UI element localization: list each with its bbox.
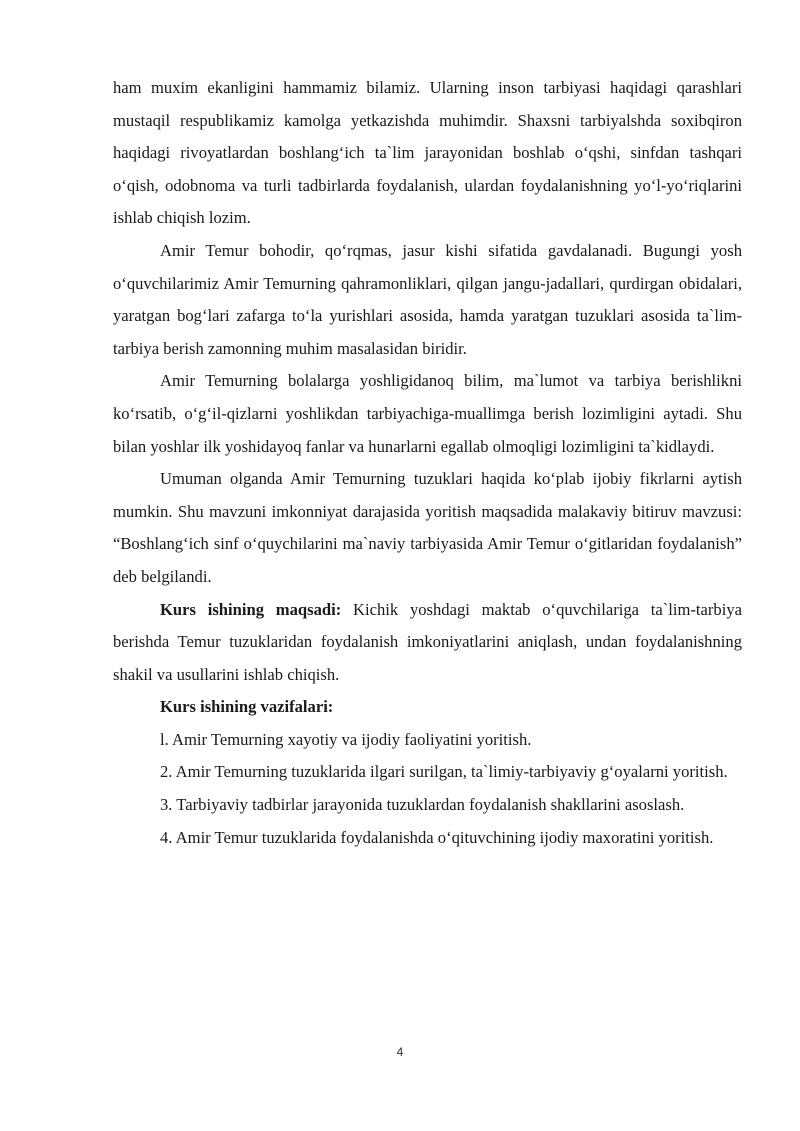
task-item-1 [113, 724, 742, 757]
paragraph-amir-temur-hero [113, 235, 742, 365]
task-item-2 [113, 756, 742, 789]
task-item-4 [113, 822, 742, 855]
paragraph-text: Amir Temurning bolalarga yoshligidanoq bilim, ma`lumot va tarbiya berishlikni ko‘rsatib, o‘g‘il-qizlarni yoshlikdan tarbiyachiga-muallimga berish lozimligini aytadi. Shu bilan yoshlar ilk yoshidayoq fanlar va hunarlarni egallab olmoqligi lozimligini ta`kidlaydi. [113, 371, 742, 456]
goal-heading: Kurs ishining maqsadi: [160, 599, 342, 619]
paragraph-goal [113, 594, 742, 692]
paragraph-topic [113, 463, 742, 593]
task-text: l. Amir Temurning xayotiy va ijodiy faoliyatini yoritish. [160, 729, 532, 749]
task-text: 3. Tarbiyaviy tadbirlar jarayonida tuzuklardan foydalanish shakllarini asoslash. [160, 795, 685, 815]
task-text: 2. Amir Temurning tuzuklarida ilgari surilgan, ta`limiy-tarbiyaviy g‘oyalarni yoritish. [160, 762, 728, 782]
paragraph-education [113, 365, 742, 463]
document-page [113, 72, 742, 854]
page-number: 4 [396, 1045, 404, 1059]
task-item-3 [113, 789, 742, 822]
paragraph-text: Amir Temur bohodir, qo‘rqmas, jasur kishi sifatida gavdalanadi. Bugungi yosh o‘quvchilarimiz Amir Temurning qahramonliklari, qilgan jangu-jadallari, qurdirgan obidalari, yaratgan bog‘lari zafarga to‘la yurishlari asosida, hamda yaratgan tuzuklari asosida ta`lim-tarbiya berish zamonning muhim masalasidan biridir. [113, 240, 742, 358]
paragraph-text: Umuman olganda Amir Temurning tuzuklari haqida ko‘plab ijobiy fikrlarni aytish mumkin. Shu mavzuni imkonniyat darajasida yoritish maqsadida malakaviy bitiruv mavzusi: “Boshlang‘ich sinf o‘quychilarini ma`naviy tarbiyasida Amir Temur o‘gitlaridan foydalanish” deb belgilandi. [113, 469, 742, 586]
paragraph-tasks-heading [113, 691, 742, 724]
paragraph-text: ham muxim ekanligini hammamiz bilamiz. Ularning inson tarbiyasi haqidagi qarashlari mustaqil respublikamiz kamolga yetkazishda muhimdir. Shaxsni tarbiyalshda soxibqiron haqidagi rivoyatlardan boshlang‘ich ta`lim jarayonidan boshlab o‘qshi, sinfdan tashqari o‘qish, odobnoma va turli tadbirlarda foydalanish, ulardan foydalanishning yo‘l-yo‘riqlarini ishlab chiqish lozim. [113, 78, 742, 228]
task-text: 4. Amir Temur tuzuklarida foydalanishda o‘qituvchining ijodiy maxoratini yoritish. [160, 827, 714, 847]
tasks-heading: Kurs ishining vazifalari: [160, 697, 334, 717]
paragraph-text: Kichik yoshdagi maktab o‘quvchilariga ta`lim-tarbiya berishda Temur tuzuklaridan foydalanish imkoniyatlarini aniqlash, undan foydalanishning shakil va usullarini ishlab chiqish. [113, 599, 743, 684]
paragraph-intro [113, 72, 742, 235]
